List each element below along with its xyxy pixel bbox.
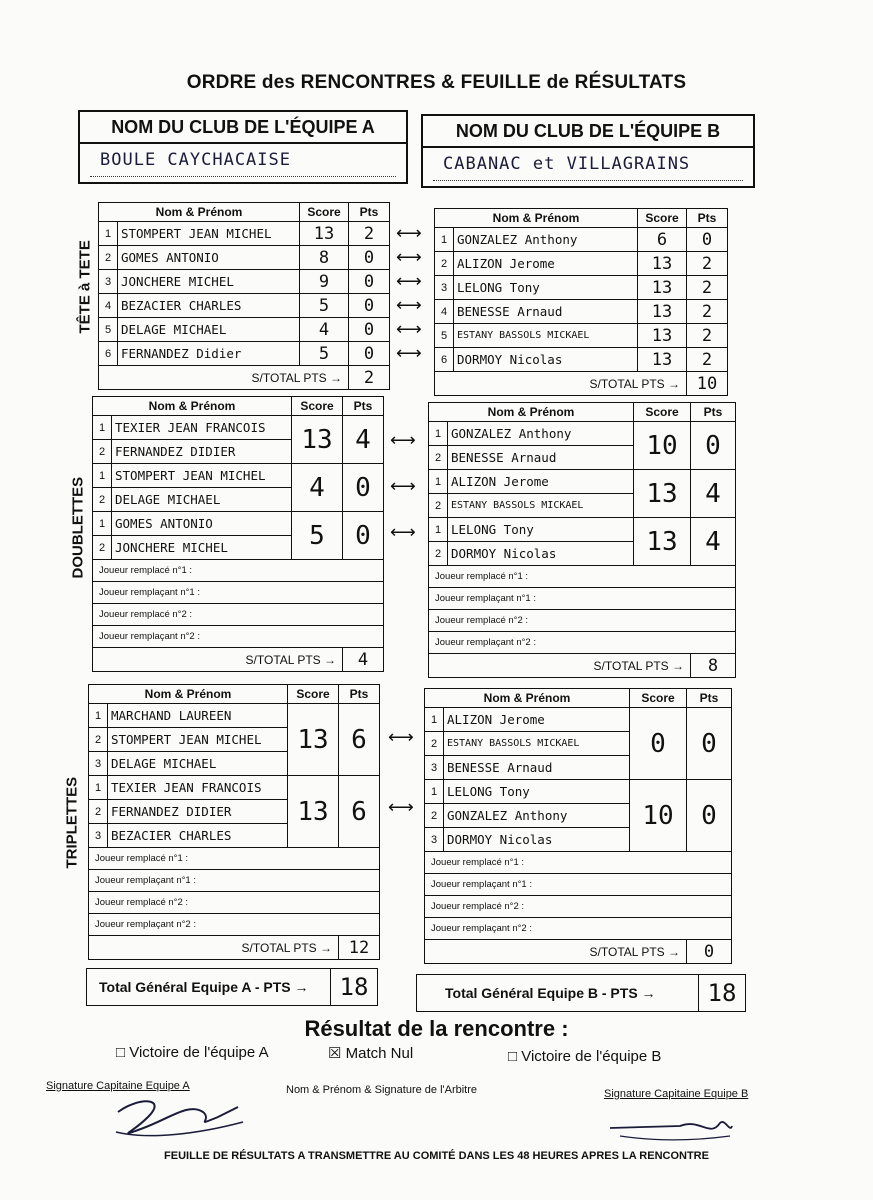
player-name[interactable]: STOMPERT JEAN MICHEL [118, 222, 300, 246]
table-row: 2 JONCHERE MICHEL [93, 536, 384, 560]
table-row: 1 TEXIER JEAN FRANCOIS 13 6 [89, 776, 380, 800]
replaced-player-2[interactable]: Joueur remplacé n°2 : [89, 892, 380, 914]
player-name[interactable]: GOMES ANTONIO [118, 246, 300, 270]
section-label-triplettes: TRIPLETTES [63, 776, 81, 869]
table-row: 1 LELONG Tony 10 0 [425, 780, 732, 804]
table-row: 2 STOMPERT JEAN MICHEL [89, 728, 380, 752]
result-title: Résultat de la rencontre : [304, 1016, 569, 1041]
player-name[interactable]: TEXIER JEAN FRANCOIS [108, 776, 288, 800]
total-b-box [416, 974, 746, 1012]
table-row: 1 STOMPERT JEAN MICHEL 4 0 [93, 464, 384, 488]
player-name[interactable]: ALIZON Jerome [448, 470, 634, 494]
section-label-doublettes: DOUBLETTES [69, 476, 87, 579]
pts-cell[interactable]: 6 [339, 776, 380, 848]
row-number: 4 [435, 300, 454, 324]
club-a-header: NOM DU CLUB DE L'ÉQUIPE A [80, 112, 406, 144]
table-row: 2 GONZALEZ Anthony [425, 804, 732, 828]
pts-cell[interactable]: 4 [691, 518, 736, 566]
total-b-value[interactable]: 18 [698, 975, 745, 1011]
header-pts: Pts [339, 685, 380, 704]
score-cell[interactable]: 6 [638, 228, 687, 252]
score-cell[interactable]: 13 [634, 518, 691, 566]
player-name[interactable]: JONCHERE MICHEL [118, 270, 300, 294]
replacement-player-1[interactable]: Joueur remplaçant n°1 : [89, 870, 380, 892]
player-name[interactable]: FERNANDEZ DIDIER [112, 440, 292, 464]
header-pts: Pts [691, 403, 736, 422]
player-name[interactable]: GONZALEZ Anthony [448, 422, 634, 446]
subtotal-value[interactable]: 8 [691, 654, 736, 678]
pts-cell[interactable]: 0 [349, 342, 390, 366]
table-row: 1 MARCHAND LAUREEN 13 6 [89, 704, 380, 728]
row-number: 2 [99, 246, 118, 270]
pts-cell[interactable]: 0 [349, 246, 390, 270]
club-a-name[interactable]: BOULE CAYCHACAISE [90, 144, 396, 177]
replacement-player-1[interactable]: Joueur remplaçant n°1 : [425, 874, 732, 896]
vs-arrow-icon: ⟷ [390, 522, 416, 542]
header-pts: Pts [349, 203, 390, 222]
table-row: 2 BENESSE Arnaud [429, 446, 736, 470]
pts-cell[interactable]: 2 [687, 324, 728, 348]
player-name[interactable]: DELAGE MICHAEL [118, 318, 300, 342]
vs-arrow-icon: ⟷ [396, 271, 422, 291]
score-cell[interactable]: 13 [638, 324, 687, 348]
page-title: ORDRE des RENCONTRES & FEUILLE de RÉSULTATS [186, 72, 687, 93]
player-name[interactable]: LELONG Tony [454, 276, 638, 300]
table-row: 1 ALIZON Jerome 13 4 [429, 470, 736, 494]
score-cell[interactable]: 13 [288, 704, 339, 776]
header-score: Score [288, 685, 339, 704]
option-match-nul[interactable] [328, 1044, 413, 1062]
option-label: Victoire de l'équipe A [129, 1044, 269, 1061]
pts-cell[interactable]: 2 [687, 276, 728, 300]
vs-arrow-icon: ⟷ [396, 319, 422, 339]
pts-cell[interactable]: 2 [687, 348, 728, 372]
replaced-player-2[interactable]: Joueur remplacé n°2 : [425, 896, 732, 918]
replaced-player-2[interactable]: Joueur remplacé n°2 : [429, 610, 736, 632]
header-pts: Pts [687, 209, 728, 228]
vs-arrow-icon: ⟷ [396, 343, 422, 363]
table-row [435, 252, 728, 276]
score-cell[interactable]: 5 [300, 342, 349, 366]
signature-captain-a-label: Signature Capitaine Equipe A [46, 1080, 190, 1092]
pts-cell[interactable]: 2 [687, 300, 728, 324]
subtotal-label: S/TOTAL PTS → [93, 648, 343, 672]
player-name[interactable]: TEXIER JEAN FRANCOIS [112, 416, 292, 440]
header-score: Score [300, 203, 349, 222]
row-number: 4 [99, 294, 118, 318]
total-a-value[interactable]: 18 [330, 969, 377, 1005]
player-name[interactable]: STOMPERT JEAN MICHEL [108, 728, 288, 752]
player-name[interactable]: DELAGE MICHAEL [112, 488, 292, 512]
replacement-player-2[interactable]: Joueur remplaçant n°2 : [89, 914, 380, 936]
score-cell[interactable]: 13 [288, 776, 339, 848]
table-row [99, 342, 390, 366]
replacement-player-2[interactable]: Joueur remplaçant n°2 : [429, 632, 736, 654]
triplettes-a-table [88, 684, 380, 960]
score-cell[interactable]: 13 [292, 416, 343, 464]
header-pts: Pts [687, 689, 732, 708]
table-row [99, 318, 390, 342]
pts-cell[interactable]: 0 [343, 512, 384, 560]
score-cell[interactable]: 10 [630, 780, 687, 852]
score-cell[interactable]: 10 [634, 422, 691, 470]
header-score: Score [630, 689, 687, 708]
header-name: Nom & Prénom [93, 397, 292, 416]
player-name[interactable]: ALIZON Jerome [454, 252, 638, 276]
row-number: 6 [99, 342, 118, 366]
table-row [435, 300, 728, 324]
table-row [435, 228, 728, 252]
player-name[interactable]: GONZALEZ Anthony [454, 228, 638, 252]
row-number: 2 [435, 252, 454, 276]
player-name[interactable]: JONCHERE MICHEL [112, 536, 292, 560]
replacement-player-2[interactable]: Joueur remplaçant n°2 : [93, 626, 384, 648]
replaced-player-2[interactable]: Joueur remplacé n°2 : [93, 604, 384, 626]
subtotal-label: S/TOTAL PTS → [425, 940, 687, 964]
replaced-player-1[interactable]: Joueur remplacé n°1 : [429, 566, 736, 588]
player-name[interactable]: GOMES ANTONIO [112, 512, 292, 536]
replacement-player-1[interactable]: Joueur remplaçant n°1 : [93, 582, 384, 604]
player-name[interactable]: ESTANY BASSOLS MICKAEL [448, 494, 634, 518]
subtotal-label: S/TOTAL PTS → [99, 366, 349, 390]
vs-arrow-icon: ⟷ [390, 476, 416, 496]
vs-arrow-icon: ⟷ [396, 247, 422, 267]
player-name[interactable]: DELAGE MICHAEL [108, 752, 288, 776]
pts-cell[interactable]: 0 [349, 318, 390, 342]
player-name[interactable]: DORMOY Nicolas [444, 828, 630, 852]
row-number: 3 [435, 276, 454, 300]
player-name[interactable]: GONZALEZ Anthony [444, 804, 630, 828]
header-score: Score [292, 397, 343, 416]
table-row [435, 276, 728, 300]
signature-captain-b-label: Signature Capitaine Equipe B [604, 1088, 749, 1100]
row-number: 3 [99, 270, 118, 294]
row-number: 1 [99, 222, 118, 246]
table-row: 3 BEZACIER CHARLES [89, 824, 380, 848]
player-name[interactable]: FERNANDEZ Didier [118, 342, 300, 366]
vs-arrow-icon: ⟷ [388, 797, 414, 817]
pts-cell[interactable]: 6 [339, 704, 380, 776]
row-number: 6 [435, 348, 454, 372]
table-row: 1 ALIZON Jerome 0 0 [425, 708, 732, 732]
option-label: Match Nul [345, 1045, 414, 1062]
header-name: Nom & Prénom [429, 403, 634, 422]
signature-captain-a[interactable] [108, 1092, 248, 1142]
tete-a-table [98, 202, 390, 390]
replacement-player-2[interactable]: Joueur remplaçant n°2 : [425, 918, 732, 940]
replacement-player-1[interactable]: Joueur remplaçant n°1 : [429, 588, 736, 610]
header-name: Nom & Prénom [435, 209, 638, 228]
replaced-player-1[interactable]: Joueur remplacé n°1 : [89, 848, 380, 870]
doublettes-b-table [428, 402, 736, 678]
subtotal-value[interactable]: 10 [687, 372, 728, 396]
table-row: 2 FERNANDEZ DIDIER [93, 440, 384, 464]
header-score: Score [638, 209, 687, 228]
pts-cell[interactable]: 2 [349, 222, 390, 246]
section-label-tete: TÊTE à TETE [76, 240, 94, 334]
table-row: 2 ESTANY BASSOLS MICKAEL [425, 732, 732, 756]
player-name[interactable]: BEZACIER CHARLES [108, 824, 288, 848]
subtotal-label: S/TOTAL PTS → [89, 936, 339, 960]
signature-referee-label: Nom & Prénom & Signature de l'Arbitre [286, 1084, 478, 1096]
score-cell[interactable]: 13 [300, 222, 349, 246]
player-name[interactable]: BEZACIER CHARLES [118, 294, 300, 318]
vs-arrow-icon: ⟷ [388, 727, 414, 747]
player-name[interactable]: DORMOY Nicolas [448, 542, 634, 566]
pts-cell[interactable]: 0 [343, 464, 384, 512]
table-row [99, 222, 390, 246]
table-row: 3 BENESSE Arnaud [425, 756, 732, 780]
header-name: Nom & Prénom [99, 203, 300, 222]
score-cell[interactable]: 13 [638, 276, 687, 300]
row-number: 5 [435, 324, 454, 348]
pts-cell[interactable]: 4 [691, 470, 736, 518]
score-cell[interactable]: 4 [292, 464, 343, 512]
pts-cell[interactable]: 0 [687, 780, 732, 852]
subtotal-label: S/TOTAL PTS → [435, 372, 687, 396]
score-cell[interactable]: 5 [292, 512, 343, 560]
row-number: 1 [435, 228, 454, 252]
replaced-player-1[interactable]: Joueur remplacé n°1 : [93, 560, 384, 582]
checkbox-empty-icon[interactable]: □ [116, 1044, 126, 1061]
score-cell[interactable]: 13 [638, 252, 687, 276]
footer-note: FEUILLE DE RÉSULTATS A TRANSMETTRE AU COMITÉ DANS LES 48 HEURES APRES LA RENCONTRE [164, 1150, 709, 1162]
score-cell[interactable]: 4 [300, 318, 349, 342]
table-row [435, 324, 728, 348]
table-row: 1 GONZALEZ Anthony 10 0 [429, 422, 736, 446]
tete-b-table [434, 208, 728, 396]
player-name[interactable]: LELONG Tony [448, 518, 634, 542]
triplettes-b-table [424, 688, 732, 964]
subtotal-value[interactable]: 12 [339, 936, 380, 960]
pts-cell[interactable]: 4 [343, 416, 384, 464]
vs-arrow-icon: ⟷ [396, 223, 422, 243]
player-name[interactable]: ALIZON Jerome [444, 708, 630, 732]
table-row [99, 246, 390, 270]
table-row [435, 348, 728, 372]
subtotal-label: S/TOTAL PTS → [429, 654, 691, 678]
option-victoire-a[interactable] [116, 1044, 269, 1061]
player-name[interactable]: BENESSE Arnaud [448, 446, 634, 470]
pts-cell[interactable]: 0 [349, 294, 390, 318]
player-name[interactable]: STOMPERT JEAN MICHEL [112, 464, 292, 488]
player-name[interactable]: DORMOY Nicolas [454, 348, 638, 372]
player-name[interactable]: FERNANDEZ DIDIER [108, 800, 288, 824]
table-row: 2 ESTANY BASSOLS MICKAEL [429, 494, 736, 518]
row-number: 5 [99, 318, 118, 342]
subtotal-value[interactable]: 4 [343, 648, 384, 672]
score-cell[interactable]: 9 [300, 270, 349, 294]
vs-arrow-icon: ⟷ [390, 430, 416, 450]
table-row: 2 DORMOY Nicolas [429, 542, 736, 566]
table-row [99, 270, 390, 294]
total-a-box [86, 968, 378, 1006]
subtotal-value[interactable]: 2 [349, 366, 390, 390]
header-name: Nom & Prénom [425, 689, 630, 708]
total-a-label: Total Général Equipe A - PTS → [99, 979, 309, 995]
pts-cell[interactable]: 0 [349, 270, 390, 294]
header-pts: Pts [343, 397, 384, 416]
player-name[interactable]: BENESSE Arnaud [444, 756, 630, 780]
club-b-header: NOM DU CLUB DE L'ÉQUIPE B [423, 116, 753, 148]
doublettes-a-table [92, 396, 384, 672]
score-cell[interactable]: 0 [630, 708, 687, 780]
total-b-label: Total Général Equipe B - PTS → [445, 985, 656, 1001]
player-name[interactable]: LELONG Tony [444, 780, 630, 804]
option-victoire-b[interactable] [508, 1048, 661, 1065]
club-a-box [78, 110, 408, 184]
score-cell[interactable]: 13 [634, 470, 691, 518]
pts-cell[interactable]: 0 [687, 228, 728, 252]
table-row: 3 DORMOY Nicolas [425, 828, 732, 852]
table-row: 1 GOMES ANTONIO 5 0 [93, 512, 384, 536]
checkbox-empty-icon[interactable]: □ [508, 1048, 518, 1065]
pts-cell[interactable]: 0 [691, 422, 736, 470]
replaced-player-1[interactable]: Joueur remplacé n°1 : [425, 852, 732, 874]
pts-cell[interactable]: 0 [687, 708, 732, 780]
table-row: 1 LELONG Tony 13 4 [429, 518, 736, 542]
player-name[interactable]: ESTANY BASSOLS MICKAEL [454, 324, 638, 348]
score-cell[interactable]: 8 [300, 246, 349, 270]
club-b-name[interactable]: CABANAC et VILLAGRAINS [433, 148, 743, 181]
score-cell[interactable]: 5 [300, 294, 349, 318]
checkbox-checked-icon[interactable]: ☒ [328, 1045, 342, 1062]
subtotal-value[interactable]: 0 [687, 940, 732, 964]
score-cell[interactable]: 13 [638, 300, 687, 324]
table-row: 2 FERNANDEZ DIDIER [89, 800, 380, 824]
header-name: Nom & Prénom [89, 685, 288, 704]
table-row: 3 DELAGE MICHAEL [89, 752, 380, 776]
signature-captain-b[interactable] [600, 1108, 740, 1148]
player-name[interactable]: MARCHAND LAUREEN [108, 704, 288, 728]
pts-cell[interactable]: 2 [687, 252, 728, 276]
option-label: Victoire de l'équipe B [521, 1048, 662, 1065]
club-b-box [421, 114, 755, 188]
player-name[interactable]: BENESSE Arnaud [454, 300, 638, 324]
header-score: Score [634, 403, 691, 422]
vs-arrow-icon: ⟷ [396, 295, 422, 315]
player-name[interactable]: ESTANY BASSOLS MICKAEL [444, 732, 630, 756]
table-row: 2 DELAGE MICHAEL [93, 488, 384, 512]
table-row: 1 TEXIER JEAN FRANCOIS 13 4 [93, 416, 384, 440]
table-row [99, 294, 390, 318]
score-cell[interactable]: 13 [638, 348, 687, 372]
